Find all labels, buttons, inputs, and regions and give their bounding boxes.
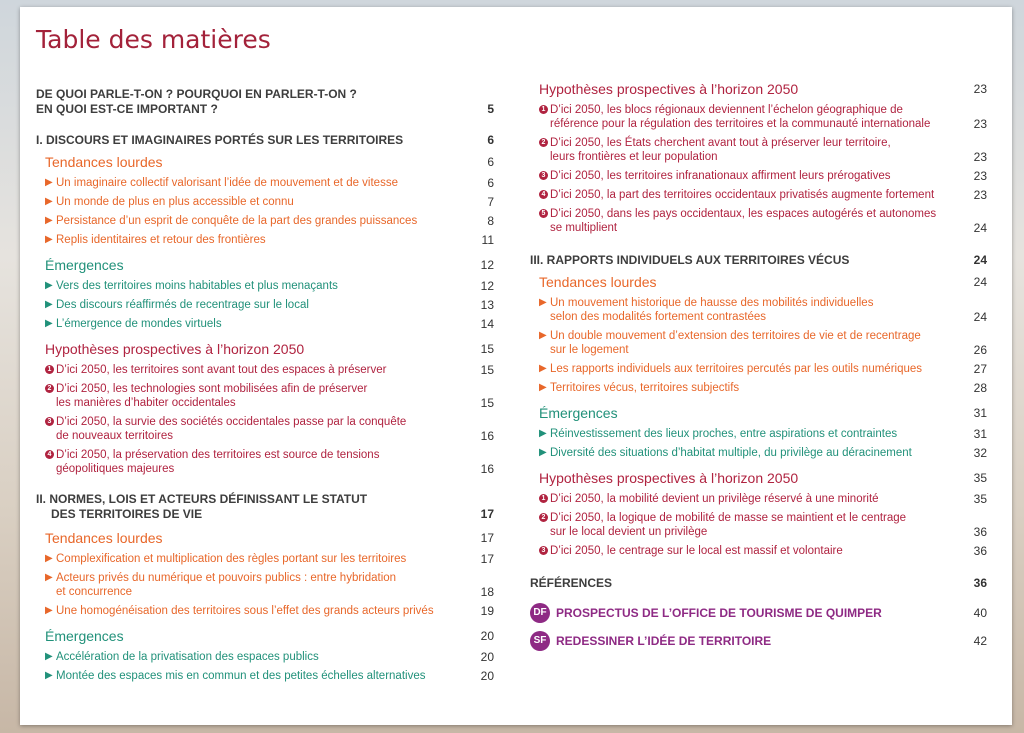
toc-item[interactable] bbox=[45, 279, 494, 293]
subsection-tendances[interactable] bbox=[45, 154, 494, 170]
section-title-line-2: DES TERRITOIRES DE VIE bbox=[51, 507, 203, 521]
toc-intro[interactable] bbox=[36, 87, 494, 117]
arrow-right-icon: ▶ bbox=[45, 670, 53, 681]
arrow-right-icon: ▶ bbox=[45, 299, 53, 310]
toc-item[interactable] bbox=[539, 103, 987, 131]
page-number: 15 bbox=[480, 363, 494, 377]
arrow-right-icon: ▶ bbox=[539, 363, 547, 374]
page-number: 20 bbox=[480, 650, 494, 664]
toc-annex[interactable] bbox=[530, 631, 987, 651]
arrow-right-icon: ▶ bbox=[45, 215, 53, 226]
subsection-label: Émergences bbox=[539, 405, 618, 421]
toc-item[interactable] bbox=[539, 207, 987, 235]
toc-item[interactable] bbox=[539, 329, 987, 357]
subsection-hypotheses[interactable] bbox=[539, 470, 987, 486]
number-badge: 2 bbox=[539, 138, 548, 147]
toc-item[interactable] bbox=[539, 188, 987, 202]
page-number: 17 bbox=[480, 507, 494, 521]
item-text-line-2: selon des modalités fortement contrastées bbox=[550, 311, 767, 323]
arrow-right-icon: ▶ bbox=[45, 318, 53, 329]
item-text: D’ici 2050, le centrage sur le local est massif et volontaire bbox=[550, 545, 843, 557]
subsection-tendances[interactable] bbox=[539, 274, 987, 290]
toc-section-2[interactable] bbox=[36, 492, 494, 522]
page-number: 20 bbox=[480, 629, 494, 643]
item-text: Les rapports individuels aux territoires percutés par les outils numériques bbox=[550, 363, 923, 375]
toc-references[interactable] bbox=[530, 576, 987, 591]
toc-item[interactable] bbox=[45, 571, 494, 599]
subsection-label: Tendances lourdes bbox=[539, 274, 657, 290]
section-title: I. DISCOURS ET IMAGINAIRES PORTÉS SUR LES TERRITOIRES bbox=[36, 133, 404, 147]
page-number: 35 bbox=[973, 471, 987, 485]
subsection-label: Tendances lourdes bbox=[45, 154, 163, 170]
toc-item[interactable] bbox=[45, 233, 494, 247]
annex-label: REDESSINER L’IDÉE DE TERRITOIRE bbox=[556, 634, 772, 649]
toc-item[interactable] bbox=[45, 552, 494, 566]
subsection-label: Hypothèses prospectives à l’horizon 2050 bbox=[45, 341, 305, 357]
item-text-line-1: D’ici 2050, les blocs régionaux deviennent l’échelon géographique de bbox=[550, 104, 903, 116]
intro-line-2: EN QUOI EST-CE IMPORTANT ? bbox=[36, 102, 218, 116]
page-number: 24 bbox=[973, 275, 987, 289]
page-number: 23 bbox=[973, 117, 987, 131]
item-text: D’ici 2050, la mobilité devient un privilège réservé à une minorité bbox=[550, 493, 879, 505]
toc-item[interactable] bbox=[539, 169, 987, 183]
page-number: 31 bbox=[973, 406, 987, 420]
item-text: Des discours réaffirmés de recentrage sur le local bbox=[56, 299, 309, 311]
number-badge: 5 bbox=[539, 209, 548, 218]
arrow-right-icon: ▶ bbox=[539, 428, 547, 439]
arrow-right-icon: ▶ bbox=[45, 605, 53, 616]
page-number: 11 bbox=[481, 233, 494, 247]
page-number: 36 bbox=[973, 525, 987, 539]
page-number: 6 bbox=[487, 133, 494, 147]
item-text: Un imaginaire collectif valorisant l’idée de mouvement et de vitesse bbox=[56, 177, 398, 189]
arrow-right-icon: ▶ bbox=[45, 553, 53, 564]
page-number: 17 bbox=[480, 531, 494, 545]
page-number: 20 bbox=[480, 669, 494, 683]
number-badge: 1 bbox=[539, 105, 548, 114]
item-text: D’ici 2050, les territoires sont avant tout des espaces à préserver bbox=[56, 364, 387, 376]
toc-item[interactable] bbox=[539, 381, 987, 395]
item-text-line-1: D’ici 2050, la survie des sociétés occidentales passe par la conquête bbox=[56, 416, 407, 428]
page-number: 23 bbox=[973, 82, 987, 96]
references-label: RÉFÉRENCES bbox=[530, 576, 613, 590]
toc-section-3[interactable] bbox=[530, 253, 987, 268]
item-text-line-2: les manières d’habiter occidentales bbox=[56, 397, 236, 409]
item-text: D’ici 2050, les territoires infranationaux affirment leurs prérogatives bbox=[550, 170, 891, 182]
page-number: 28 bbox=[973, 381, 987, 395]
document-page bbox=[20, 7, 1012, 725]
subsection-label: Émergences bbox=[45, 628, 124, 644]
page-number: 24 bbox=[973, 253, 987, 267]
annex-badge: SF bbox=[530, 631, 550, 651]
page-number: 40 bbox=[973, 606, 987, 620]
toc-item[interactable] bbox=[539, 511, 987, 539]
page-number: 18 bbox=[480, 585, 494, 599]
toc-item[interactable] bbox=[45, 604, 494, 618]
page-number: 26 bbox=[973, 343, 987, 357]
toc-item[interactable] bbox=[539, 446, 987, 460]
toc-item[interactable] bbox=[539, 544, 987, 558]
arrow-right-icon: ▶ bbox=[539, 382, 547, 393]
number-badge: 2 bbox=[45, 384, 54, 393]
section-title: III. RAPPORTS INDIVIDUELS AUX TERRITOIRES VÉCUS bbox=[530, 253, 850, 267]
item-text: Replis identitaires et retour des frontières bbox=[56, 234, 266, 246]
item-text-line-2: géopolitiques majeures bbox=[56, 463, 175, 475]
page-number: 23 bbox=[973, 188, 987, 202]
item-text-line-2: se multiplient bbox=[550, 222, 618, 234]
toc-item[interactable] bbox=[45, 195, 494, 209]
subsection-hypotheses[interactable] bbox=[45, 341, 494, 357]
item-text-line-2: leurs frontières et leur population bbox=[550, 151, 718, 163]
intro-line-1: DE QUOI PARLE-T-ON ? POURQUOI EN PARLER-T-ON ? bbox=[36, 87, 357, 101]
arrow-right-icon: ▶ bbox=[45, 572, 53, 583]
toc-item[interactable] bbox=[539, 136, 987, 164]
number-badge: 1 bbox=[45, 365, 54, 374]
page-number: 42 bbox=[973, 634, 987, 648]
number-badge: 3 bbox=[539, 546, 548, 555]
page-number: 36 bbox=[973, 544, 987, 558]
page-number: 24 bbox=[973, 310, 987, 324]
section-title-line-1: II. NORMES, LOIS ET ACTEURS DÉFINISSANT LE STATUT bbox=[36, 492, 368, 506]
page-number: 35 bbox=[973, 492, 987, 506]
page-number: 7 bbox=[487, 195, 494, 209]
page-number: 12 bbox=[480, 258, 494, 272]
page-number: 15 bbox=[480, 342, 494, 356]
arrow-right-icon: ▶ bbox=[45, 196, 53, 207]
page-number: 27 bbox=[973, 362, 987, 376]
item-text-line-1: Acteurs privés du numérique et pouvoirs publics : entre hybridation bbox=[56, 572, 397, 584]
page-number: 17 bbox=[480, 552, 494, 566]
subsection-label: Hypothèses prospectives à l’horizon 2050 bbox=[539, 470, 799, 486]
number-badge: 3 bbox=[45, 417, 54, 426]
item-text-line-2: référence pour la régulation des territoires et la communauté internationale bbox=[550, 118, 931, 130]
number-badge: 2 bbox=[539, 513, 548, 522]
item-text-line-2: et concurrence bbox=[56, 586, 133, 598]
item-text: Diversité des situations d’habitat multiple, du privilège au déracinement bbox=[550, 447, 912, 459]
item-text: Persistance d’un esprit de conquête de la part des grandes puissances bbox=[56, 215, 418, 227]
page-number: 12 bbox=[480, 279, 494, 293]
subsection-emergences[interactable] bbox=[539, 405, 987, 421]
page-title: Table des matières bbox=[36, 25, 271, 54]
arrow-right-icon: ▶ bbox=[45, 651, 53, 662]
subsection-label: Hypothèses prospectives à l’horizon 2050 bbox=[539, 81, 799, 97]
arrow-right-icon: ▶ bbox=[539, 297, 547, 308]
toc-item[interactable] bbox=[45, 669, 494, 683]
item-text: Territoires vécus, territoires subjectifs bbox=[550, 382, 740, 394]
toc-item[interactable] bbox=[45, 298, 494, 312]
item-text: Vers des territoires moins habitables et plus menaçants bbox=[56, 280, 338, 292]
page-number: 16 bbox=[480, 462, 494, 476]
toc-item[interactable] bbox=[45, 363, 494, 377]
subsection-emergences[interactable] bbox=[45, 257, 494, 273]
page-number: 8 bbox=[487, 214, 494, 228]
item-text: L’émergence de mondes virtuels bbox=[56, 318, 222, 330]
page-number: 14 bbox=[480, 317, 494, 331]
toc-item[interactable] bbox=[45, 176, 494, 190]
page-number: 5 bbox=[487, 102, 494, 116]
subsection-emergences[interactable] bbox=[45, 628, 494, 644]
toc-item[interactable] bbox=[45, 415, 494, 443]
subsection-label: Émergences bbox=[45, 257, 124, 273]
arrow-right-icon: ▶ bbox=[45, 177, 53, 188]
annex-label: PROSPECTUS DE L’OFFICE DE TOURISME DE QUIMPER bbox=[556, 606, 882, 621]
page-number: 16 bbox=[480, 429, 494, 443]
item-text-line-1: D’ici 2050, la logique de mobilité de masse se maintient et le centrage bbox=[550, 512, 907, 524]
item-text-line-2: sur le local devient un privilège bbox=[550, 526, 708, 538]
toc-item[interactable] bbox=[45, 650, 494, 664]
item-text-line-2: de nouveaux territoires bbox=[56, 430, 173, 442]
item-text-line-1: D’ici 2050, les technologies sont mobilisées afin de préserver bbox=[56, 383, 368, 395]
subsection-hypotheses[interactable] bbox=[539, 81, 987, 97]
toc-item[interactable] bbox=[539, 296, 987, 324]
toc-item[interactable] bbox=[45, 317, 494, 331]
toc-annex[interactable] bbox=[530, 603, 987, 623]
page-number: 31 bbox=[973, 427, 987, 441]
toc-item[interactable] bbox=[45, 214, 494, 228]
item-text-line-1: Un mouvement historique de hausse des mobilités individuelles bbox=[550, 297, 874, 309]
subsection-label: Tendances lourdes bbox=[45, 530, 163, 546]
item-text: Complexification et multiplication des règles portant sur les territoires bbox=[56, 553, 407, 565]
item-text: Un monde de plus en plus accessible et connu bbox=[56, 196, 294, 208]
annex-badge: DF bbox=[530, 603, 550, 623]
item-text: D’ici 2050, la part des territoires occidentaux privatisés augmente fortement bbox=[550, 189, 935, 201]
toc-item[interactable] bbox=[539, 427, 987, 441]
arrow-right-icon: ▶ bbox=[539, 447, 547, 458]
subsection-tendances[interactable] bbox=[45, 530, 494, 546]
right-column bbox=[530, 81, 987, 651]
arrow-right-icon: ▶ bbox=[45, 280, 53, 291]
number-badge: 3 bbox=[539, 171, 548, 180]
page-number: 23 bbox=[973, 150, 987, 164]
toc-item[interactable] bbox=[539, 362, 987, 376]
page-number: 36 bbox=[973, 576, 987, 590]
item-text-line-1: D’ici 2050, la préservation des territoires est source de tensions bbox=[56, 449, 380, 461]
number-badge: 1 bbox=[539, 494, 548, 503]
item-text: Montée des espaces mis en commun et des petites échelles alternatives bbox=[56, 670, 426, 682]
page-number: 6 bbox=[487, 176, 494, 190]
item-text-line-2: sur le logement bbox=[550, 344, 629, 356]
number-badge: 4 bbox=[45, 450, 54, 459]
item-text-line-1: D’ici 2050, les États cherchent avant tout à préserver leur territoire, bbox=[550, 137, 891, 149]
item-text-line-1: D’ici 2050, dans les pays occidentaux, les espaces autogérés et autonomes bbox=[550, 208, 937, 220]
toc-item[interactable] bbox=[45, 448, 494, 476]
toc-item[interactable] bbox=[539, 492, 987, 506]
toc-item[interactable] bbox=[45, 382, 494, 410]
item-text-line-1: Un double mouvement d’extension des territoires de vie et de recentrage bbox=[550, 330, 921, 342]
page-number: 23 bbox=[973, 169, 987, 183]
page-number: 24 bbox=[973, 221, 987, 235]
item-text: Une homogénéisation des territoires sous l’effet des grands acteurs privés bbox=[56, 605, 434, 617]
toc-section-1[interactable] bbox=[36, 133, 494, 148]
number-badge: 4 bbox=[539, 190, 548, 199]
arrow-right-icon: ▶ bbox=[45, 234, 53, 245]
arrow-right-icon: ▶ bbox=[539, 330, 547, 341]
page-number: 32 bbox=[973, 446, 987, 460]
left-column bbox=[36, 79, 494, 688]
item-text: Réinvestissement des lieux proches, entre aspirations et contraintes bbox=[550, 428, 898, 440]
page-number: 15 bbox=[480, 396, 494, 410]
page-number: 19 bbox=[480, 604, 494, 618]
page-number: 13 bbox=[480, 298, 494, 312]
page-number: 6 bbox=[487, 155, 494, 169]
item-text: Accélération de la privatisation des espaces publics bbox=[56, 651, 319, 663]
